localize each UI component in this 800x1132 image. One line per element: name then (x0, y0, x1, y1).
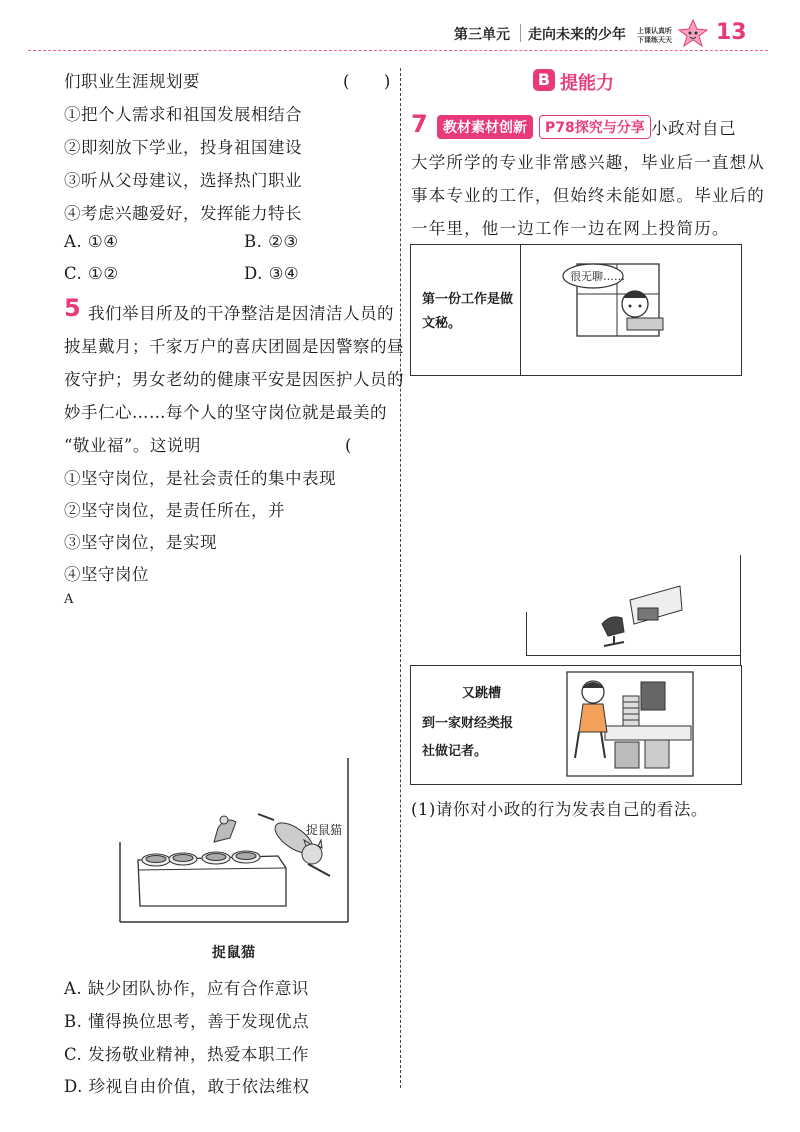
tag-material-innovation: 教材素材创新 (437, 115, 533, 139)
q5-option-2: ②坚守岗位，是责任所在，并 (64, 501, 285, 520)
q7-number: 7 (411, 110, 428, 138)
reporter-at-desk-illustration (565, 670, 695, 778)
q4-choice-d[interactable]: D. ③④ (244, 264, 300, 283)
q4-answer-bracket[interactable]: ( ) (343, 72, 391, 91)
q5-option-3: ③坚守岗位，是实现 (64, 533, 217, 552)
q4-choice-b[interactable]: B. ②③ (244, 232, 299, 251)
comic-panel-2-bottom (526, 655, 740, 656)
slogan-line-1: 上课认真听 (637, 27, 672, 35)
panel-3-caption-line-2: 到一家财经类报 (422, 716, 514, 731)
q7-stem-line-1: 小政对自己 (651, 119, 736, 138)
q5-fragment: A (64, 592, 74, 607)
header-separator (520, 24, 521, 42)
empty-office-chair-illustration (590, 580, 690, 650)
unit-label: 第三单元 (454, 27, 510, 43)
q5-stem-line-3: 夜守护；男女老幼的健康平安是因医护人员的 (64, 370, 404, 389)
panel-3-caption-line-3: 社做记者。 (422, 744, 488, 759)
q5-answer-bracket[interactable]: ( (345, 436, 369, 455)
q4-choice-c[interactable]: C. ①② (64, 264, 119, 283)
bored-clerk-illustration (557, 254, 667, 342)
q7-stem-line-4: 一年里，他一边工作一边在网上投简历。 (411, 219, 730, 238)
cartoon-label: 捉鼠猫 (306, 823, 343, 837)
q6-choice-c[interactable]: C. 发扬敬业精神，热爱本职工作 (64, 1045, 310, 1064)
q5-stem-line-1: 我们举目所及的干净整洁是因清洁人员的 (88, 304, 394, 323)
q4-option-4: ④考虑兴趣爱好，发挥能力特长 (64, 204, 302, 223)
q6-choice-d[interactable]: D. 珍视自由价值，敢于依法维权 (64, 1077, 310, 1096)
q7-subquestion-1: (1)请你对小政的行为发表自己的看法。 (411, 800, 708, 819)
q5-stem-line-2: 披星戴月；千家万户的喜庆团圆是因警察的昼 (64, 337, 404, 356)
q5-stem-line-5: “敬业福”。这说明 (64, 436, 201, 455)
q5-stem-line-4: 妙手仁心……每个人的坚守岗位就是最美的 (64, 403, 387, 422)
q7-stem-line-2: 大学所学的专业非常感兴趣，毕业后一直想从 (411, 153, 765, 172)
slogan (637, 27, 672, 45)
unit-title: 走向未来的少年 (528, 27, 626, 43)
column-divider (400, 68, 401, 1088)
slogan-line-2: 下课练天天 (637, 36, 672, 44)
q4-stem: 们职业生涯规划要 (64, 72, 200, 91)
page-number: 13 (716, 20, 747, 45)
q5-number: 5 (64, 294, 81, 322)
panel-1-caption-line-2: 文秘。 (422, 316, 462, 331)
mouse-icon (214, 816, 236, 842)
panel-1-caption-line-1: 第一份工作是做 (422, 292, 514, 307)
comic-panel-2-left (526, 612, 527, 656)
header-divider (28, 50, 768, 51)
panel-1-inner-divider (520, 244, 521, 376)
q7-stem-line-3: 事本专业的工作，但始终未能如愿。毕业后的 (411, 186, 765, 205)
cartoon-caption: 捉鼠猫 (212, 945, 256, 961)
section-title: 提能力 (560, 73, 614, 94)
q6-choice-b[interactable]: B. 懂得换位思考，善于发现优点 (64, 1012, 310, 1031)
cat-cartoon (118, 758, 350, 926)
q4-option-2: ②即刻放下学业，投身祖国建设 (64, 138, 302, 157)
q4-option-1: ①把个人需求和祖国发展相结合 (64, 105, 302, 124)
q6-choice-a[interactable]: A. 缺少团队协作，应有合作意识 (64, 979, 309, 998)
q4-choice-a[interactable]: A. ①④ (64, 232, 119, 251)
tag-textbook-page: P78探究与分享 (539, 115, 651, 139)
panel-1-speech: 很无聊…… (570, 270, 625, 283)
q4-option-3: ③听从父母建议，选择热门职业 (64, 171, 302, 190)
q5-option-1: ①坚守岗位，是社会责任的集中表现 (64, 469, 336, 488)
q5-option-4: ④坚守岗位 (64, 565, 149, 584)
mascot-icon (676, 18, 710, 48)
panel-3-caption-line-1: 又跳槽 (462, 686, 502, 701)
section-letter-badge: B (533, 69, 555, 91)
